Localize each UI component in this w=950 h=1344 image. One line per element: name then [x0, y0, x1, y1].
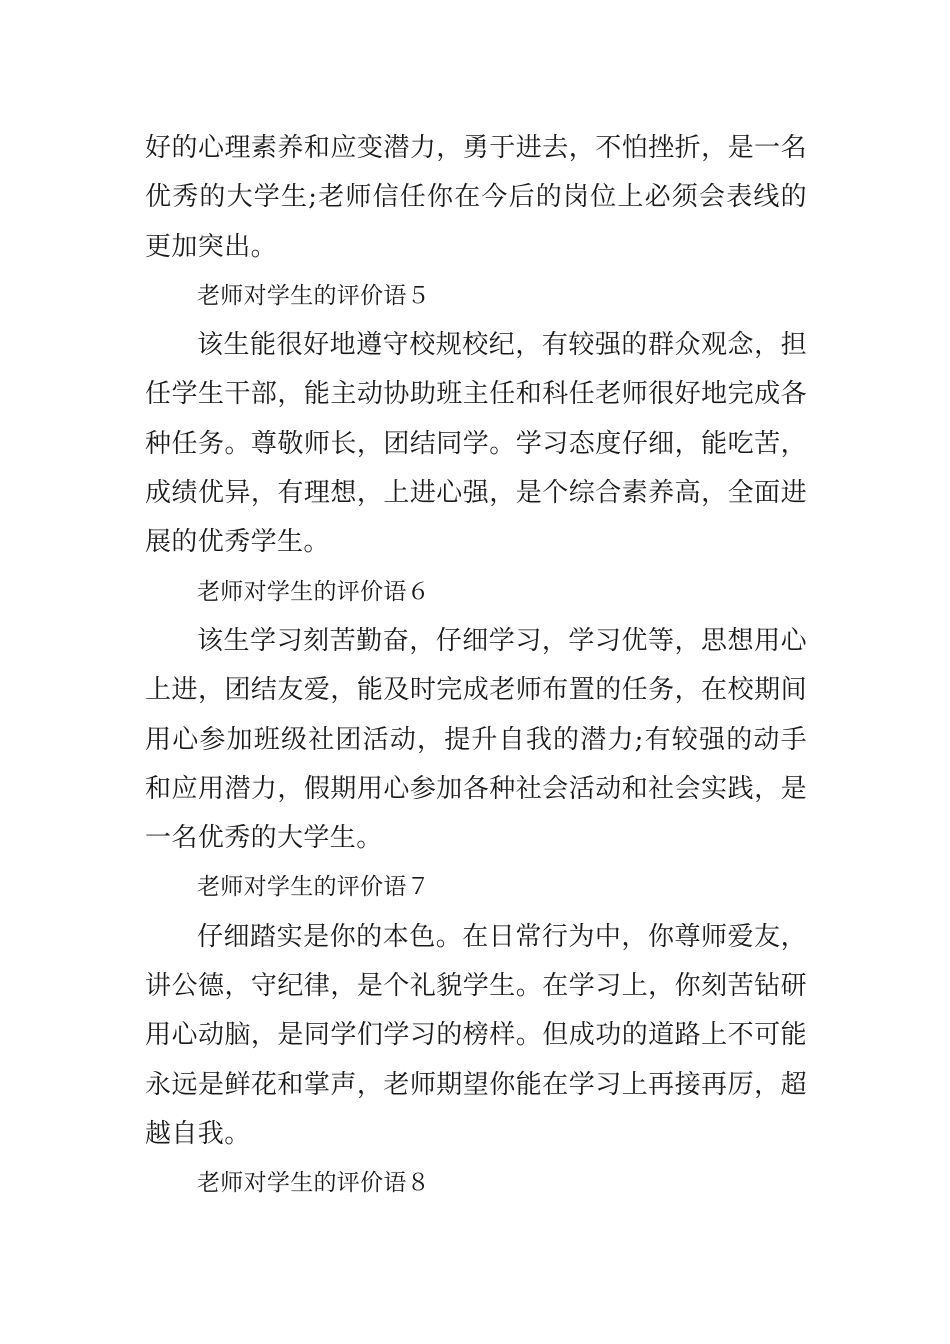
section-heading-8: 老师对学生的评价语８	[197, 1170, 430, 1197]
document-body	[145, 124, 807, 1209]
paragraph-continued: 好的心理素养和应变潜力，勇于进去，不怕挫折，是一名优秀的大学生;老师信任你在今后的岗位上必须会表线的更加突出。	[145, 133, 807, 262]
section-heading-6: 老师对学生的评价语６	[197, 578, 430, 605]
section-heading-7: 老师对学生的评价语７	[197, 874, 430, 901]
paragraph-5: 该生能很好地遵守校规校纪，有较强的群众观念，担任学生干部，能主动协助班主任和科任老师很好地完成各种任务。尊敬师长，团结同学。学习态度仔细，能吃苦，成绩优异，有理想，上进心强，是个综合素养高，全面进展的优秀学生。	[145, 330, 807, 558]
paragraph-7: 仔细踏实是你的本色。在日常行为中，你尊师爱友，讲公德，守纪律，是个礼貌学生。在学习上，你刻苦钻研用心动脑，是同学们学习的榜样。但成功的道路上不可能永远是鲜花和掌声，老师期望你能在学习上再接再厉，超越自我。	[145, 921, 807, 1149]
paragraph-6: 该生学习刻苦勤奋，仔细学习，学习优等，思想用心上进，团结友爱，能及时完成老师布置的任务，在校期间用心参加班级社团活动，提升自我的潜力;有较强的动手和应用潜力，假期用心参加各种社会活动和社会实践，是一名优秀的大学生。	[145, 625, 807, 854]
section-heading-5: 老师对学生的评价语５	[197, 282, 430, 309]
